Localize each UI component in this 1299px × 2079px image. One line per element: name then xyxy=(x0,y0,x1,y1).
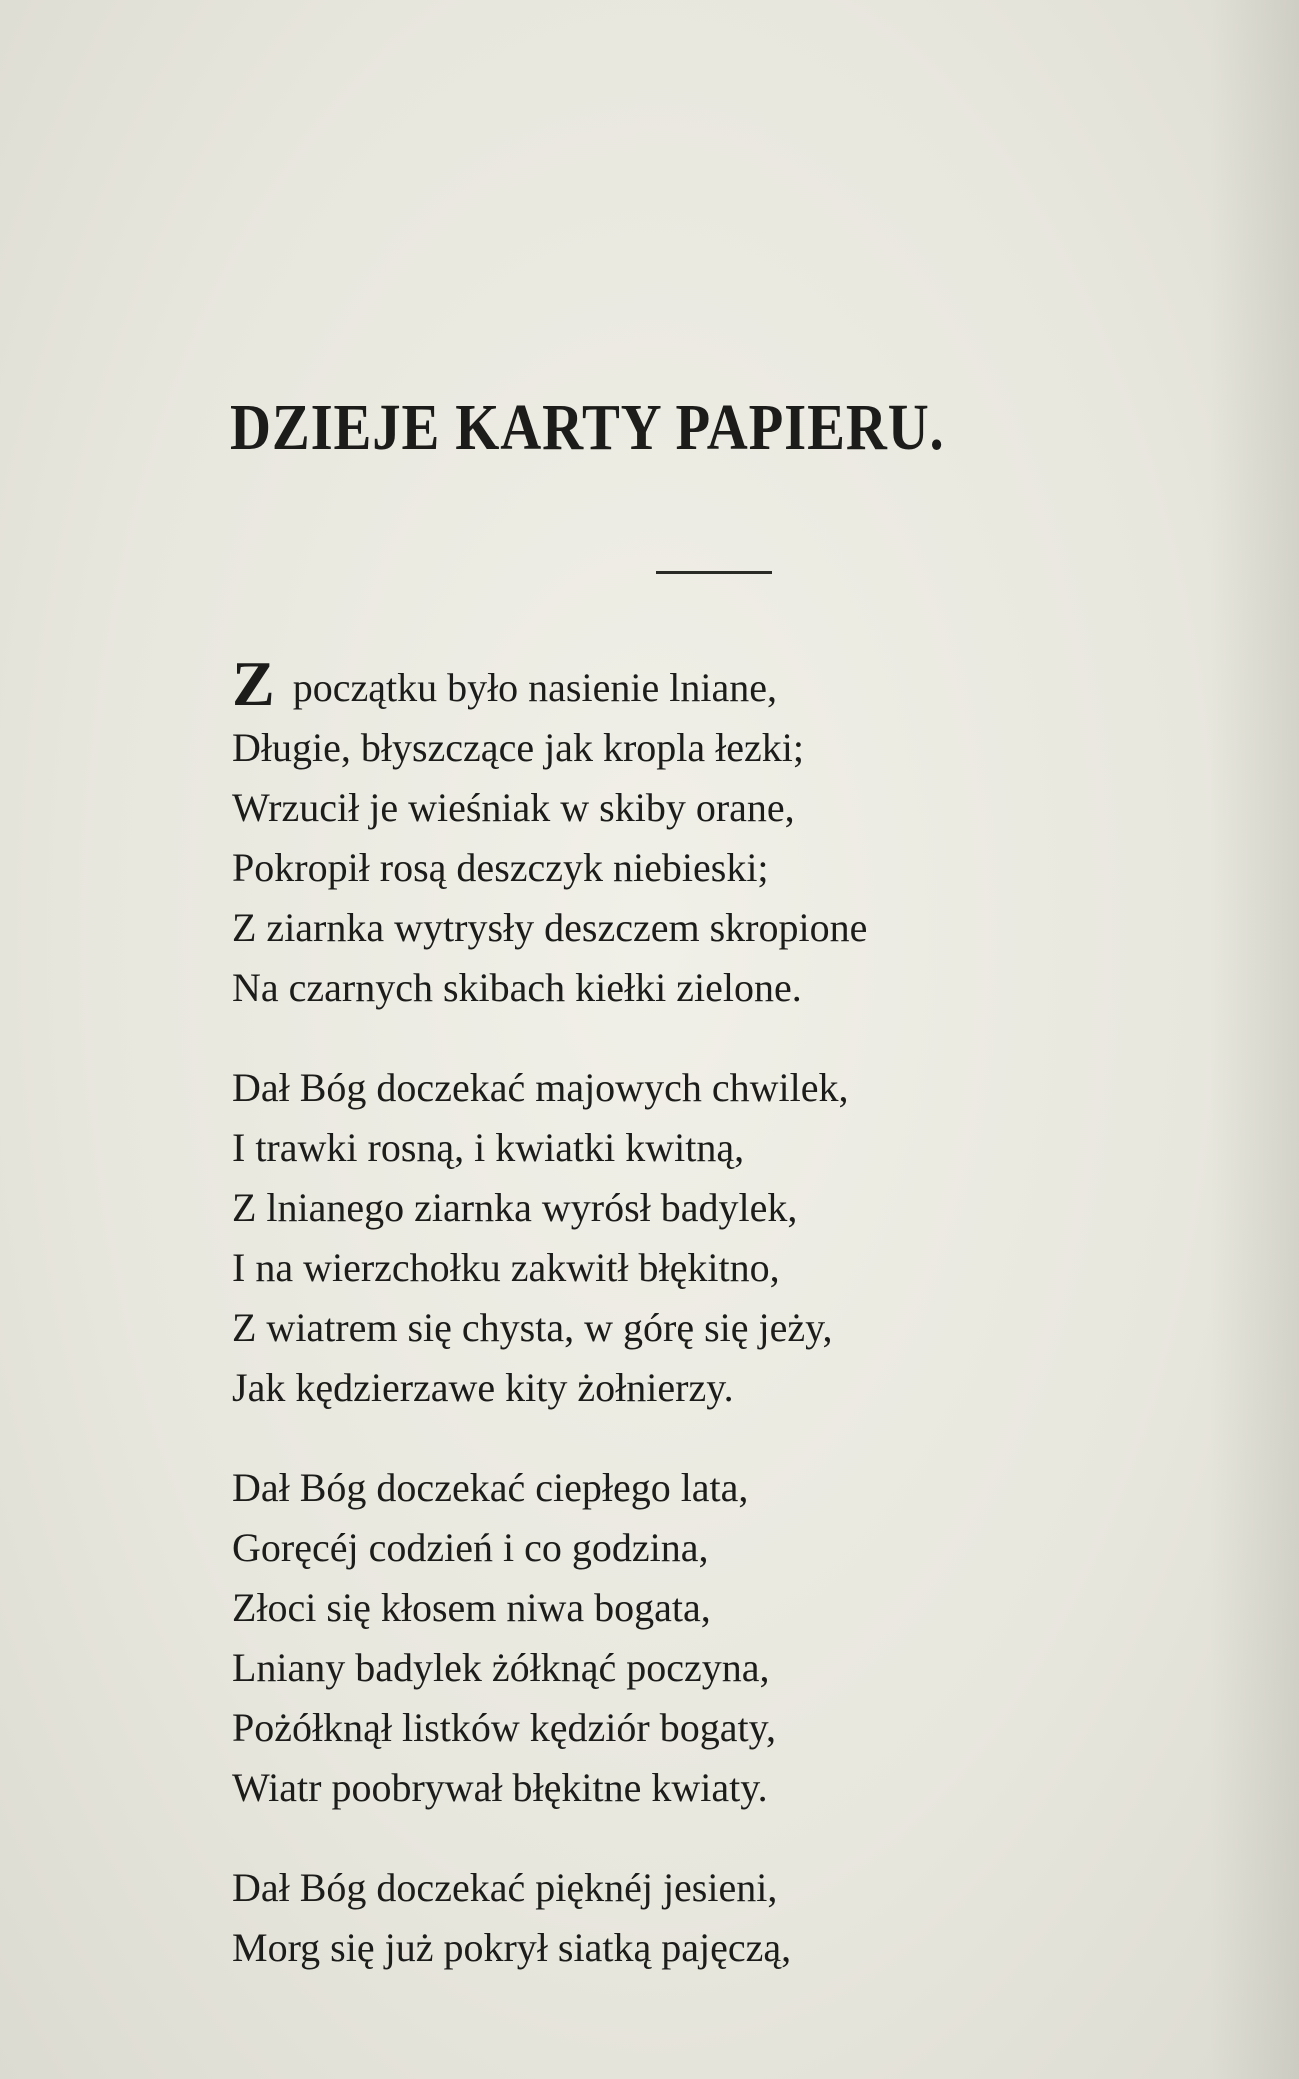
poem-line: Dał Bóg doczekać pięknéj jesieni, xyxy=(232,1865,778,1910)
poem-line: I trawki rosną, i kwiatki kwitną, xyxy=(232,1125,745,1170)
poem-line: Z lnianego ziarnka wyrósł badylek, xyxy=(232,1185,798,1230)
poem-line: Morg się już pokrył siatką pajęczą, xyxy=(232,1925,792,1970)
poem-line xyxy=(232,648,1232,719)
poem-line: Złoci się kłosem niwa bogata, xyxy=(232,1585,711,1630)
poem-line: Dał Bóg doczekać ciepłego lata, xyxy=(232,1465,749,1510)
poem-line: Pokropił rosą deszczyk niebieski; xyxy=(232,845,769,890)
poem-line: Na czarnych skibach kiełki zielone. xyxy=(232,965,802,1010)
poem-line: Goręcéj codzień i co godzina, xyxy=(232,1525,709,1570)
poem-line: Wrzucił je wieśniak w skiby orane, xyxy=(232,785,795,830)
poem-line: Z ziarnka wytrysły deszczem skropione xyxy=(232,905,868,950)
poem-line: I na wierzchołku zakwitł błękitno, xyxy=(232,1245,780,1290)
stanza-2 xyxy=(232,1058,1232,1418)
poem-title: DZIEJE KARTY PAPIERU. xyxy=(230,391,945,464)
stanza-1 xyxy=(232,648,1232,1018)
poem-line: Pożółknął listków kędziór bogaty, xyxy=(232,1705,776,1750)
poem-body xyxy=(232,648,1232,1978)
poem-line: Wiatr poobrywał błękitne kwiaty. xyxy=(232,1765,768,1810)
poem-line: Dał Bóg doczekać majowych chwilek, xyxy=(232,1065,849,1110)
poem-line: Długie, błyszczące jak kropla łezki; xyxy=(232,725,804,770)
first-line-text: początku było nasienie lniane, xyxy=(292,665,777,710)
poem-line: Jak kędzierzawe kity żołnierzy. xyxy=(232,1365,734,1410)
poem-line: Lniany badylek żółknąć poczyna, xyxy=(232,1645,770,1690)
title-divider xyxy=(656,571,772,574)
poem-line: Z wiatrem się chysta, w górę się jeży, xyxy=(232,1305,833,1350)
drop-cap: Z xyxy=(232,648,275,719)
stanza-3 xyxy=(232,1458,1232,1818)
stanza-4 xyxy=(232,1858,1232,1978)
